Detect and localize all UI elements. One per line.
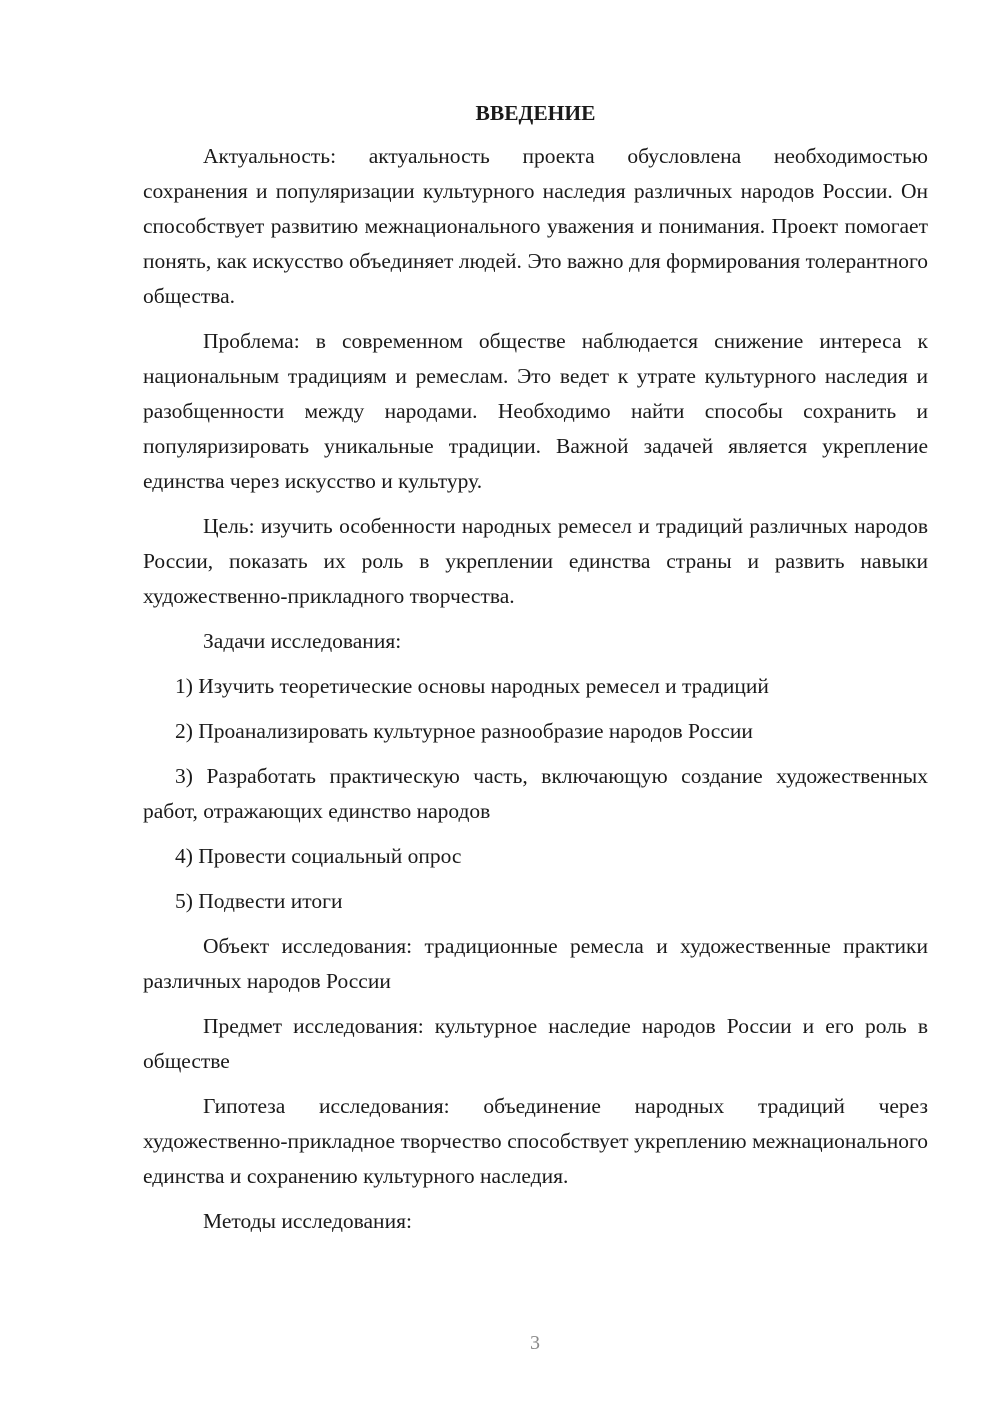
task-item-3: 3) Разработать практическую часть, включающую создание художественных работ, отражающих единство народов (143, 764, 928, 823)
task-item-1: 1) Изучить теоретические основы народных ремесел и традиций (175, 674, 769, 698)
tasks-heading: Задачи исследования: (203, 629, 402, 653)
problem-paragraph: Проблема: в современном обществе наблюдается снижение интереса к национальным традициям и ремеслам. Это ведет к утрате культурного наследия и разобщенности между народами. Необходимо найти способы сохранить и популяризировать уникальные традиции. Важной задачей является укрепление единства через искусство и культуру. (143, 329, 928, 493)
section-title: ВВЕДЕНИЕ (475, 101, 596, 125)
task-item-4: 4) Провести социальный опрос (175, 844, 462, 868)
task-item-5: 5) Подвести итоги (175, 889, 343, 913)
task-item-2: 2) Проанализировать культурное разнообразие народов России (175, 719, 753, 743)
methods-heading: Методы исследования: (203, 1209, 412, 1233)
subject-paragraph: Предмет исследования: культурное наследие народов России и его роль в обществе (143, 1014, 928, 1073)
object-paragraph: Объект исследования: традиционные ремесла и художественные практики различных народов России (143, 934, 928, 993)
page-number: 3 (530, 1332, 540, 1354)
goal-paragraph: Цель: изучить особенности народных ремесел и традиций различных народов России, показать их роль в укреплении единства страны и развить навыки художественно-прикладного творчества. (143, 514, 928, 608)
hypothesis-paragraph: Гипотеза исследования: объединение народных традиций через художественно-прикладное творчество способствует укреплению межнационального единства и сохранению культурного наследия. (143, 1094, 928, 1188)
relevance-paragraph: Актуальность: актуальность проекта обусловлена необходимостью сохранения и популяризации культурного наследия различных народов России. Он способствует развитию межнационального уважения и понимания. Проект помогает понять, как искусство объединяет людей. Это важно для формирования толерантного общества. (143, 144, 928, 308)
document-body (143, 96, 928, 1249)
